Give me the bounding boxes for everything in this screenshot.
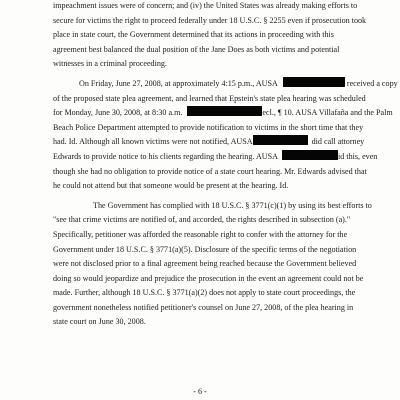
redaction-box xyxy=(253,135,308,145)
text-line: Specifically, petitioner was afforded the reasonable right to confer with the attorney for the xyxy=(53,229,348,239)
text-line xyxy=(53,150,378,165)
text-line: secure for victims the right to proceed federally under 18 U.S.C. § 2255 even if prosecution took xyxy=(53,15,367,25)
page-number: - 6 - xyxy=(193,387,207,396)
text-line xyxy=(53,77,398,92)
text-line: witnesses in a criminal proceeding. xyxy=(53,59,167,69)
text-segment: Edwards to provide notice to his clients regarding the hearing. AUSA xyxy=(53,151,279,161)
text-line: The Government has complied with 18 U.S.C. § 3771(c)(1) by using its best efforts to xyxy=(93,200,372,210)
redaction-box xyxy=(282,150,338,160)
text-segment: id this, even xyxy=(338,151,378,161)
text-segment: received a copy xyxy=(346,78,398,88)
text-segment: for Monday, June 30, 2008, at 8:30 a.m. xyxy=(53,108,183,118)
text-line: of the proposed state plea agreement, and learned that Epstein's state plea hearing was scheduled xyxy=(53,93,366,103)
text-line: were not disclosed prior to a final agreement being reached because the Government believed xyxy=(53,259,357,269)
text-line: he could not attend but that someone would be present at the hearing. Id. xyxy=(53,181,289,191)
text-line: doing so would jeopardize and prejudice the prosecution in the event an agreement could not be xyxy=(53,273,364,283)
text-segment: had. Id. Although all known victims were not notified, AUSA xyxy=(53,137,253,147)
paragraph-june-27-notice xyxy=(53,77,398,194)
text-line: made. Further, although 18 U.S.C. § 3771(a)(2) does not apply to state court proceedings, the xyxy=(53,288,356,298)
text-line: though she had no obligation to provide notice of a state court hearing. Mr. Edwards advised that xyxy=(53,166,367,176)
text-line xyxy=(53,106,393,121)
text-segment: On Friday, June 27, 2008, at approximately 4:15 p.m., AUSA xyxy=(79,78,278,88)
paragraph-compliance xyxy=(53,199,375,330)
redaction-box xyxy=(187,106,262,116)
text-line: government nonetheless notified petitioner's counsel on June 27, 2008, of the plea hearing in xyxy=(53,302,354,312)
text-segment: did call attorney xyxy=(311,137,365,147)
text-line: Beach Police Department attempted to provide notification to victims in the short time that they xyxy=(53,122,364,132)
text-line xyxy=(53,135,375,150)
text-line: "see that crime victims are notified of, and accorded, the rights described in subsection (a)." xyxy=(53,215,351,225)
text-line: state court on June 30, 2008. xyxy=(53,317,146,327)
paragraph-notification-decision xyxy=(53,0,375,72)
redaction-box xyxy=(283,77,345,87)
text-line: impeachment issues were of concern; and (iv) the United States was already making efforts to xyxy=(53,1,358,10)
text-line: place in state court, the Government determined that its actions in proceeding with this xyxy=(53,30,334,40)
text-line: Government under 18 U.S.C. § 3771(a)(5). Disclosure of the specific terms of the negotiation xyxy=(53,244,357,254)
text-line: agreement best balanced the dual position of the Jane Does as both victims and potential xyxy=(53,44,340,54)
document-body xyxy=(53,0,398,330)
text-segment: ecl., ¶ 10. AUSA Villafaña and the Palm xyxy=(262,108,393,118)
